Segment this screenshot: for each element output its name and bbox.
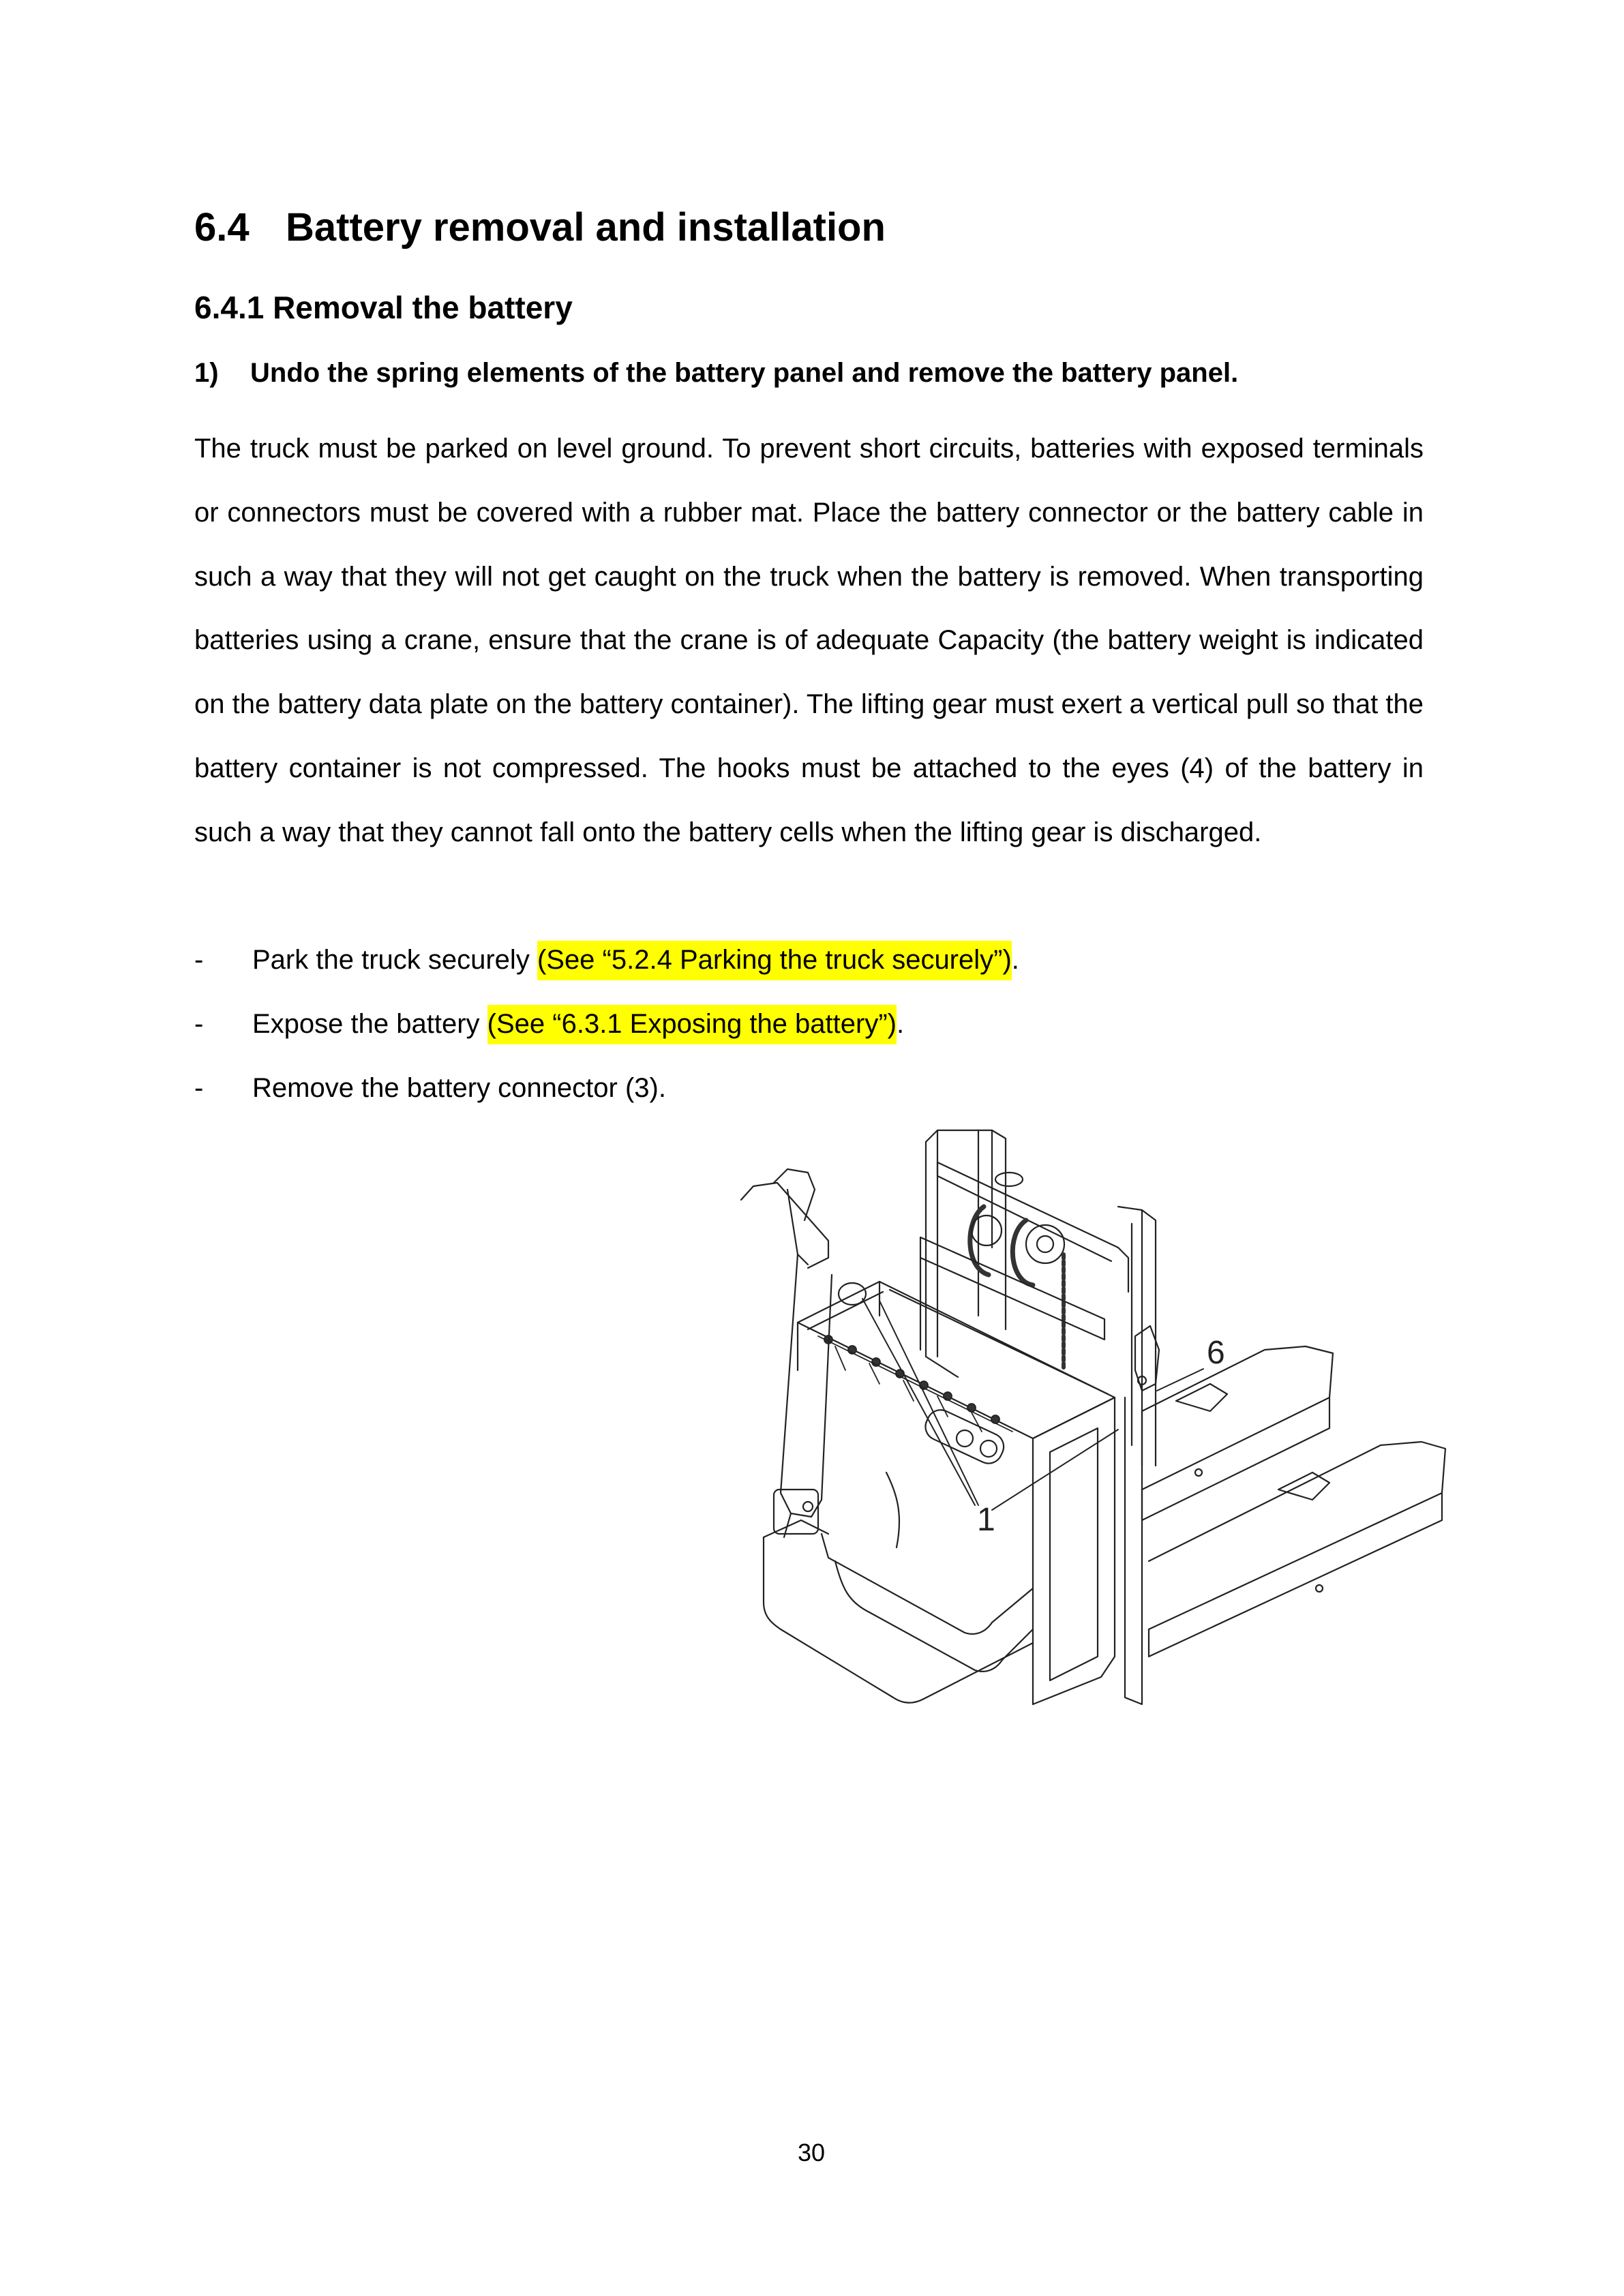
chassis xyxy=(764,1323,1115,1704)
callout-label-6: 6 xyxy=(1207,1335,1225,1371)
bullet-list xyxy=(194,928,1422,1120)
truck-illustration xyxy=(733,1111,1456,1745)
step-number: 1) xyxy=(194,358,219,388)
battery-compartment xyxy=(798,1282,1115,1468)
bullet-text: Expose the battery xyxy=(252,1008,487,1039)
body-paragraph: The truck must be parked on level ground. To prevent short circuits, batteries with exposed terminals or connectors must be covered with a rubber mat. Place the battery connector or the battery cable in such a way that they will not get caught on the truck when the battery is removed. When transporting batteries using a crane, ensure that the crane is of adequate Capacity (the battery weight is indicated on the battery data plate on the battery container). The lifting gear must exert a vertical pull so that the battery container is not compressed. The hooks must be attached to the eyes (4) of the battery in such a way that they cannot fall onto the battery cells when the lifting gear is discharged. xyxy=(194,434,1424,847)
bullet-text: Remove the battery connector (3). xyxy=(252,1072,666,1103)
bullet-dash: - xyxy=(194,945,204,975)
section-heading xyxy=(194,205,886,250)
bullet-tail: . xyxy=(1011,945,1019,975)
bullet-tail: . xyxy=(896,1008,905,1039)
truck-drawing-icon xyxy=(733,1111,1456,1745)
bullet-dash: - xyxy=(194,1008,204,1039)
bullet-dash: - xyxy=(194,1072,204,1103)
cross-reference-link[interactable]: (See “6.3.1 Exposing the battery”) xyxy=(487,1005,897,1044)
bullet-text: Park the truck securely xyxy=(252,945,537,975)
callout-label-1: 1 xyxy=(977,1502,995,1538)
step-heading xyxy=(194,359,1238,387)
list-item xyxy=(194,993,1422,1057)
page-number: 30 xyxy=(798,2139,826,2166)
list-item xyxy=(194,928,1422,993)
cross-reference-link[interactable]: (See “5.2.4 Parking the truck securely”) xyxy=(537,941,1012,980)
forks xyxy=(1125,1346,1445,1704)
section-title: Battery removal and installation xyxy=(286,205,886,250)
section-number: 6.4 xyxy=(194,205,250,250)
tiller xyxy=(741,1169,866,1537)
subsection-heading: 6.4.1 Removal the battery xyxy=(194,290,573,325)
step-text: Undo the spring elements of the battery panel and remove the battery panel. xyxy=(250,358,1239,388)
